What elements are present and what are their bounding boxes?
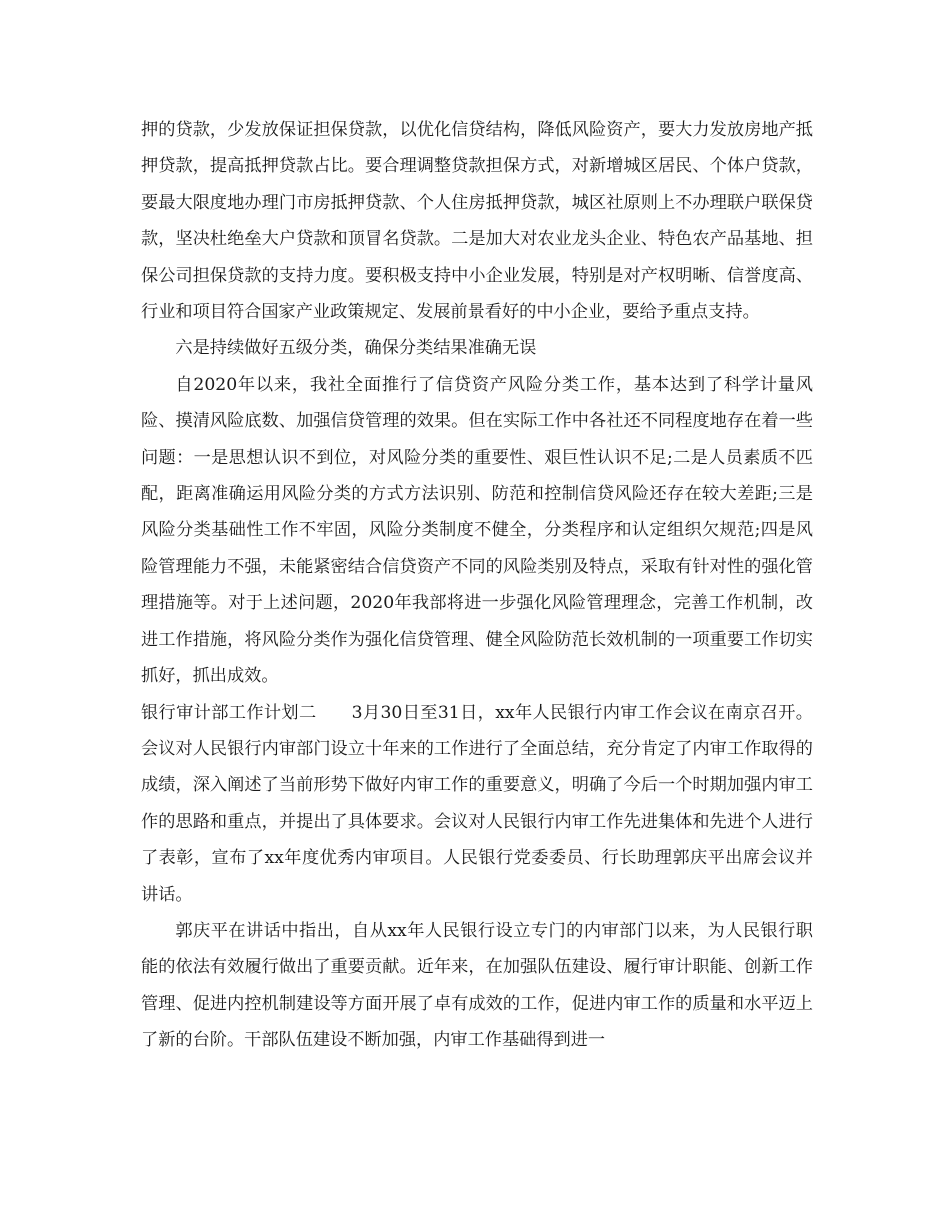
- document-body: [141, 112, 813, 1059]
- paragraph-loan-structure: 押的贷款，少发放保证担保贷款，以优化信贷结构，降低风险资产，要大力发放房地产抵押贷款，提高抵押贷款占比。要合理调整贷款担保方式，对新增城区居民、个体户贷款，要最大限度地办理门市房抵押贷款、个人住房抵押贷款，城区社原则上不办理联户联保贷款，坚决杜绝垒大户贷款和顶冒名贷款。二是加大对农业龙头企业、特色农产品基地、担保公司担保贷款的支持力度。要积极支持中小企业发展，特别是对产权明晰、信誉度高、行业和项目符合国家产业政策规定、发展前景看好的中小企业，要给予重点支持。: [141, 120, 813, 323]
- paragraph-speech: 郭庆平在讲话中指出，自从xx年人民银行设立专门的内审部门以来，为人民银行职能的依法有效履行做出了重要贡献。近年来，在加强队伍建设、履行审计职能、创新工作管理、促进内控机制建设等方面开展了卓有成效的工作，促进内审工作的质量和水平迈上了新的台阶。干部队伍建设不断加强，内审工作基础得到进一: [141, 920, 813, 1051]
- paragraph-audit-plan-two: 银行审计部工作计划二 3月30日至31日，xx年人民银行内审工作会议在南京召开。会议对人民银行内审部门设立十年来的工作进行了全面总结，充分肯定了内审工作取得的成绩，深入阐述了当前形势下做好内审工作的重要意义，明确了今后一个时期加强内审工作的思路和重点，并提出了具体要求。会议对人民银行内审工作先进集体和先进个人进行了表彰，宣布了xx年度优秀内审项目。人民银行党委委员、行长助理郭庆平出席会议并讲话。: [141, 702, 813, 905]
- section-heading-five-level-classification: 六是持续做好五级分类，确保分类结果准确无误: [175, 338, 537, 359]
- paragraph-risk-classification: 自2020年以来，我社全面推行了信贷资产风险分类工作，基本达到了科学计量风险、摸清风险底数、加强信贷管理的效果。但在实际工作中各社还不同程度地存在着一些问题：一是思想认识不到位，对风险分类的重要性、艰巨性认识不足;二是人员素质不匹配，距离准确运用风险分类的方式方法识别、防范和控制信贷风险还存在较大差距;三是风险分类基础性工作不牢固，风险分类制度不健全，分类程序和认定组织欠规范;四是风险管理能力不强，未能紧密结合信贷资产不同的风险类别及特点，采取有针对性的强化管理措施等。对于上述问题，2020年我部将进一步强化风险管理理念，完善工作机制，改进工作措施，将风险分类作为强化信贷管理、健全风险防范长效机制的一项重要工作切实抓好，抓出成效。: [141, 374, 813, 687]
